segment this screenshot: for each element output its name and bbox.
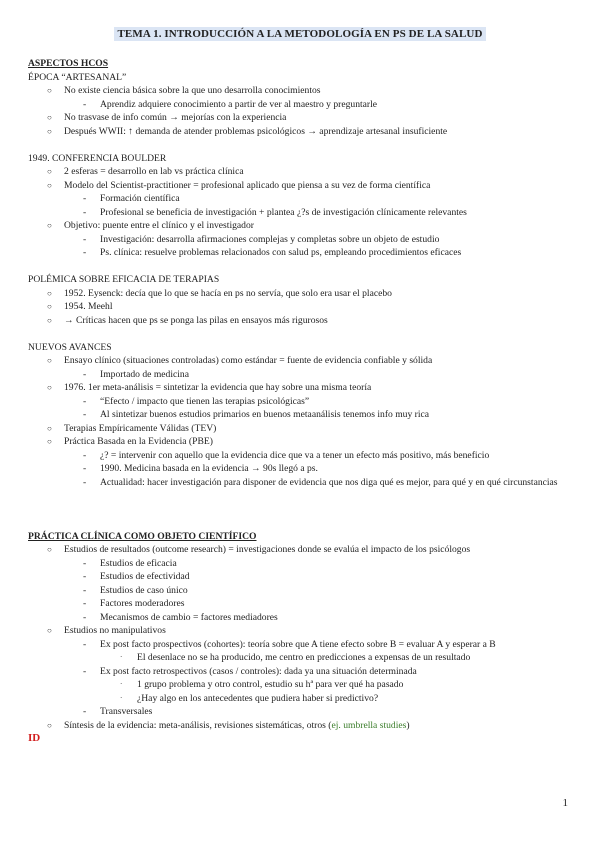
list-item: ○ → Críticas hacen que ps se ponga las pilas en ensayos más rigurosos: [47, 314, 328, 326]
list-item: ○ No existe ciencia básica sobre la que uno desarrolla conocimientos: [47, 85, 321, 96]
list-item: ○ Objetivo: puente entre el clínico y el investigador: [47, 220, 254, 231]
list-item: - Mecanismos de cambio = factores mediadores: [83, 611, 278, 623]
document-body: [28, 57, 588, 746]
list-item: ○ No trasvase de info común → mejorías con la experiencia: [47, 112, 287, 123]
page-title: TEMA 1. INTRODUCCIÓN A LA METODOLOGÍA EN PS DE LA SALUD: [0, 28, 600, 40]
list-item: ○ Después WWII: ↑ demanda de atender problemas psicológicos → aprendizaje artesanal insuficiente: [47, 125, 448, 137]
section-heading: ASPECTOS HCOS: [28, 58, 109, 69]
list-item: - 1990. Medicina basada en la evidencia → 90s llegó a ps.: [83, 463, 318, 474]
umbrella-studies-note: ej. umbrella studies: [331, 719, 407, 731]
list-item: - Ps. clínica: resuelve problemas relacionados con salud ps, empleando procedimientos eficaces: [83, 247, 462, 258]
list-item: ○ Estudios de resultados (outcome research) = investigaciones donde se evalúa el impacto de los psicólogos: [47, 544, 471, 555]
list-item: - Importado de medicina: [83, 368, 189, 380]
list-item: - Aprendiz adquiere conocimiento a partir de ver al maestro y preguntarle: [83, 98, 378, 110]
list-item: - “Efecto / impacto que tienen las terapias psicológicas”: [83, 395, 310, 407]
list-item: - Actualidad: hacer investigación para disponer de evidencia que nos diga qué es mejor, para qué y en qué circunstancias: [83, 476, 558, 488]
list-item: - Ex post facto retrospectivos (casos / controles): dada ya una situación determinada: [83, 665, 417, 677]
list-item: ○ Ensayo clínico (situaciones controladas) como estándar = fuente de evidencia confiable y sólida: [47, 355, 433, 366]
section-heading: NUEVOS AVANCES: [28, 341, 112, 353]
list-item: ○ 2 esferas = desarrollo en lab vs práctica clínica: [47, 166, 244, 177]
list-item: - Estudios de efectividad: [83, 571, 190, 582]
list-item: - Al sintetizar buenos estudios primarios en buenos metaanálisis tenemos info muy rica: [83, 409, 430, 420]
list-item: - Estudios de caso único: [83, 584, 188, 596]
page-number: 1: [562, 797, 568, 809]
list-item: - Transversales: [83, 706, 153, 717]
section-heading: POLÉMICA SOBRE EFICACIA DE TERAPIAS: [28, 274, 220, 285]
list-item: - Investigación: desarrolla afirmaciones complejas y completas sobre un objeto de estudio: [83, 233, 440, 245]
list-item: ○ 1952. Eysenck: decía que lo que se hacía en ps no servía, que solo era usar el placebo: [47, 287, 392, 299]
subsection-heading: ÉPOCA “ARTESANAL”: [28, 71, 127, 83]
footer-tag: ID: [28, 732, 41, 744]
list-item: ○ 1976. 1er meta-análisis = sintetizar la evidencia que hay sobre una misma teoría: [47, 382, 372, 393]
list-item: - Profesional se beneficia de investigación + plantea ¿?s de investigación clínicamente relevantes: [83, 206, 467, 218]
list-item: · El desenlace no se ha producido, me centro en predicciones a expensas de un resultado: [120, 652, 471, 663]
list-item: · ¿Hay algo en los antecedentes que pudiera haber si predictivo?: [120, 692, 379, 704]
list-item: · 1 grupo problema y otro control, estudio su hª para ver qué ha pasado: [120, 679, 404, 690]
section-heading: PRÁCTICA CLÍNICA COMO OBJETO CIENTÍFICO: [28, 530, 257, 542]
list-item: - Formación científica: [83, 193, 180, 204]
list-item: ○ 1954. Meehl: [47, 301, 113, 312]
list-item: ○ Práctica Basada en la Evidencia (PBE): [47, 436, 213, 447]
list-item: ○ Terapias Empíricamente Válidas (TEV): [47, 422, 217, 434]
list-item: ○ Modelo del Scientist-practitioner = profesional aplicado que piensa a su vez de forma científica: [47, 179, 431, 191]
list-item: ○ Síntesis de la evidencia: meta-análisis, revisiones sistemáticas, otros (ej. umbrella studies): [47, 719, 410, 731]
list-item: - Estudios de eficacia: [83, 557, 177, 569]
list-item: - ¿? = intervenir con aquello que la evidencia dice que va a tener un efecto más positivo, más beneficio: [83, 449, 490, 461]
list-item: - Ex post facto prospectivos (cohortes): teoría sobre que A tiene efecto sobre B = evaluar A y esperar a B: [83, 638, 496, 650]
list-item: - Factores moderadores: [83, 598, 185, 609]
list-item: ○ Estudios no manipulativos: [47, 625, 166, 636]
section-heading: 1949. CONFERENCIA BOULDER: [28, 152, 167, 164]
